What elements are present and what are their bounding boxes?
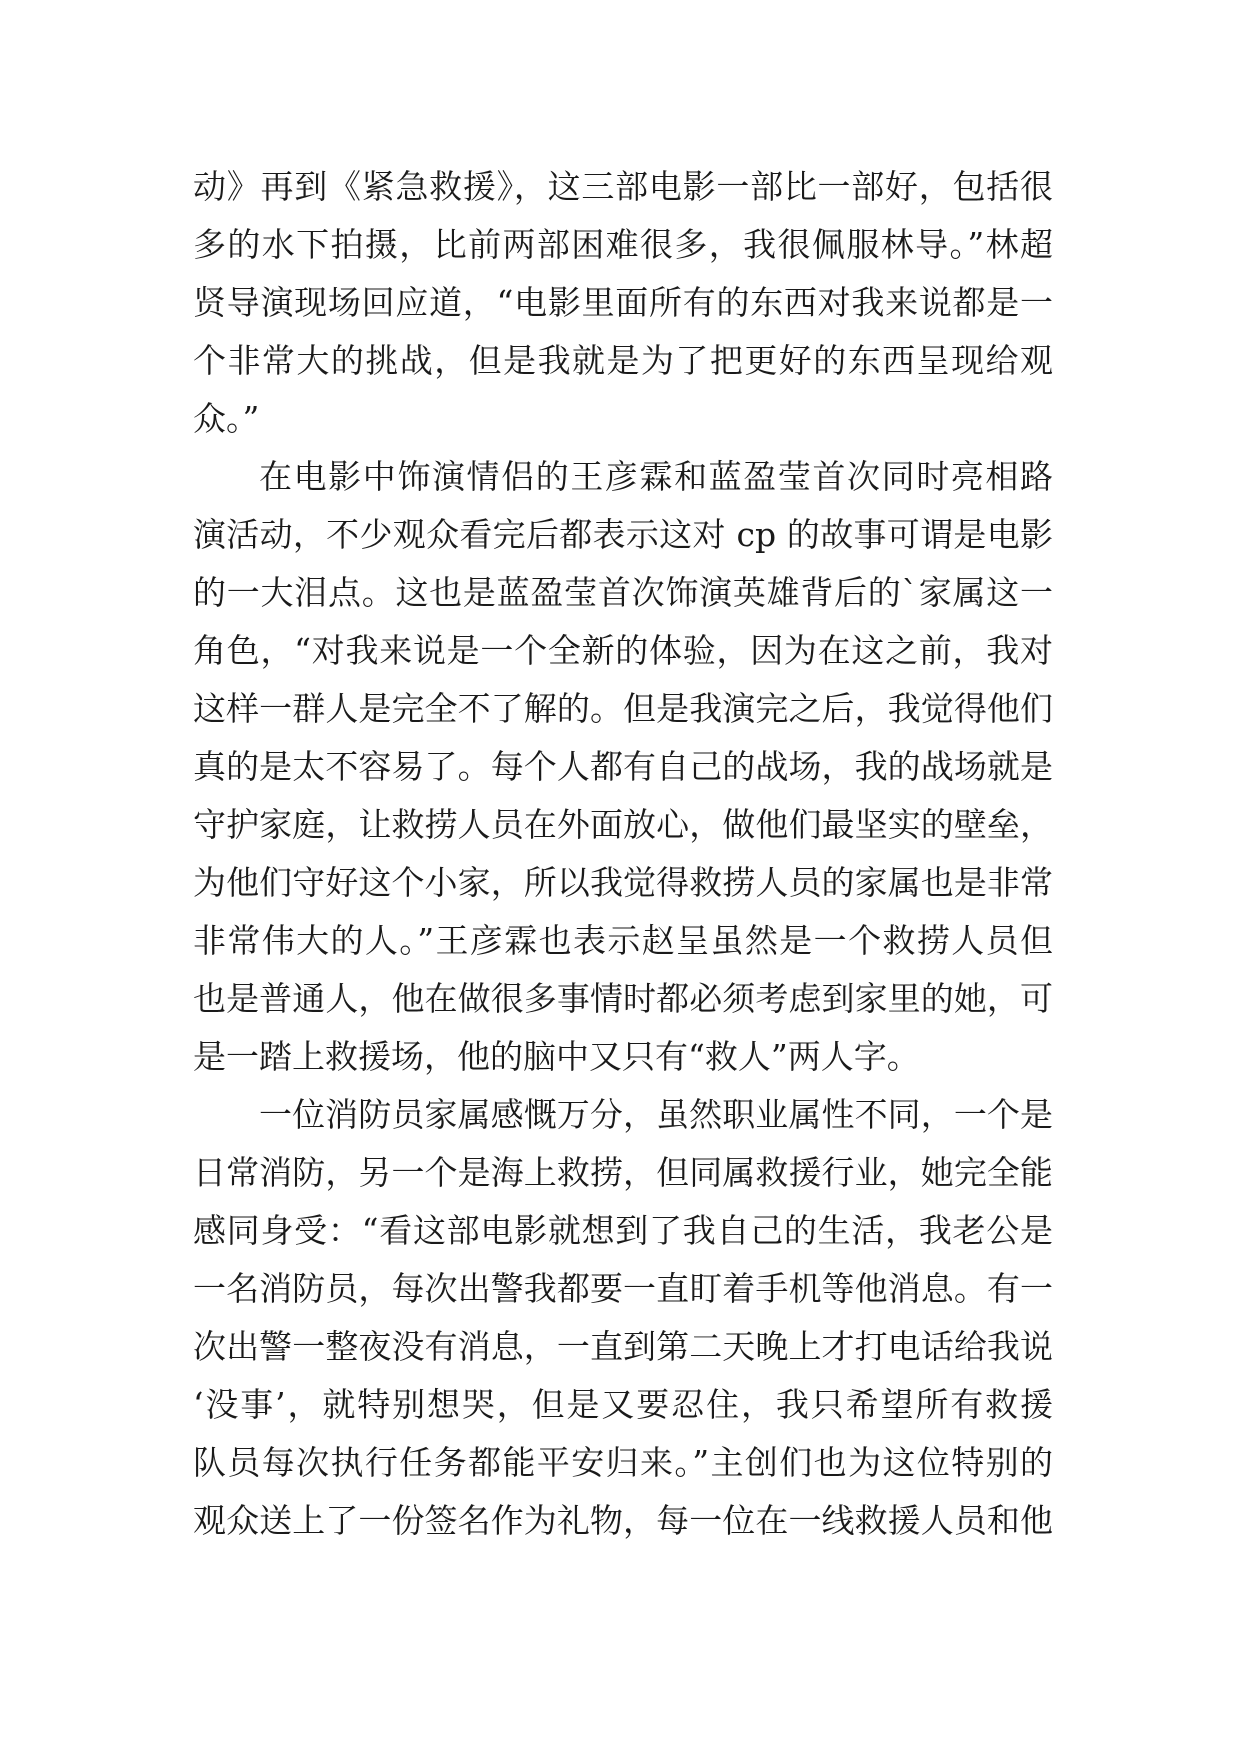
text-line: 守护家庭，让救捞人员在外面放心，做他们最坚实的壁垒， — [193, 805, 1053, 844]
text-line: 一名消防员，每次出警我都要一直盯着手机等他消息。有一 — [193, 1269, 1053, 1308]
text-line: 日常消防，另一个是海上救捞，但同属救援行业，她完全能 — [193, 1153, 1053, 1192]
text-line: 是一踏上救援场，他的脑中又只有“救人”两人字。 — [193, 1037, 920, 1076]
text-line: 非常伟大的人。”王彦霖也表示赵呈虽然是一个救捞人员但 — [193, 921, 1053, 960]
text-line: 演活动，不少观众看完后都表示这对 cp 的故事可谓是电影 — [193, 515, 1053, 554]
text-line: 多的水下拍摄，比前两部困难很多，我很佩服林导。”林超 — [193, 225, 1053, 264]
text-line: 感同身受：“看这部电影就想到了我自己的生活，我老公是 — [193, 1211, 1053, 1250]
text-line: 真的是太不容易了。每个人都有自己的战场，我的战场就是 — [193, 747, 1053, 786]
text-line: 队员每次执行任务都能平安归来。”主创们也为这位特别的 — [193, 1443, 1053, 1482]
text-line: 这样一群人是完全不了解的。但是我演完之后，我觉得他们 — [193, 689, 1053, 728]
text-line: 动》再到《紧急救援》，这三部电影一部比一部好，包括很 — [193, 167, 1053, 206]
text-line: 个非常大的挑战，但是我就是为了把更好的东西呈现给观 — [193, 341, 1053, 380]
text-line: 次出警一整夜没有消息，一直到第二天晚上才打电话给我说 — [193, 1327, 1053, 1366]
text-line: 在电影中饰演情侣的王彦霖和蓝盈莹首次同时亮相路 — [259, 457, 1053, 496]
text-line: 贤导演现场回应道，“电影里面所有的东西对我来说都是一 — [193, 283, 1053, 322]
text-line: 众。” — [193, 399, 260, 438]
document-body — [193, 158, 1053, 1550]
text-line: 一位消防员家属感慨万分，虽然职业属性不同，一个是 — [259, 1095, 1053, 1134]
text-line: 也是普通人，他在做很多事情时都必须考虑到家里的她，可 — [193, 979, 1053, 1018]
text-line: 的一大泪点。这也是蓝盈莹首次饰演英雄背后的`家属这一 — [193, 573, 1053, 612]
text-line: 角色，“对我来说是一个全新的体验，因为在这之前，我对 — [193, 631, 1053, 670]
text-line: ‘没事’，就特别想哭，但是又要忍住，我只希望所有救援 — [193, 1385, 1053, 1424]
text-line: 观众送上了一份签名作为礼物，每一位在一线救援人员和他 — [193, 1501, 1053, 1540]
text-line: 为他们守好这个小家，所以我觉得救捞人员的家属也是非常 — [193, 863, 1053, 902]
